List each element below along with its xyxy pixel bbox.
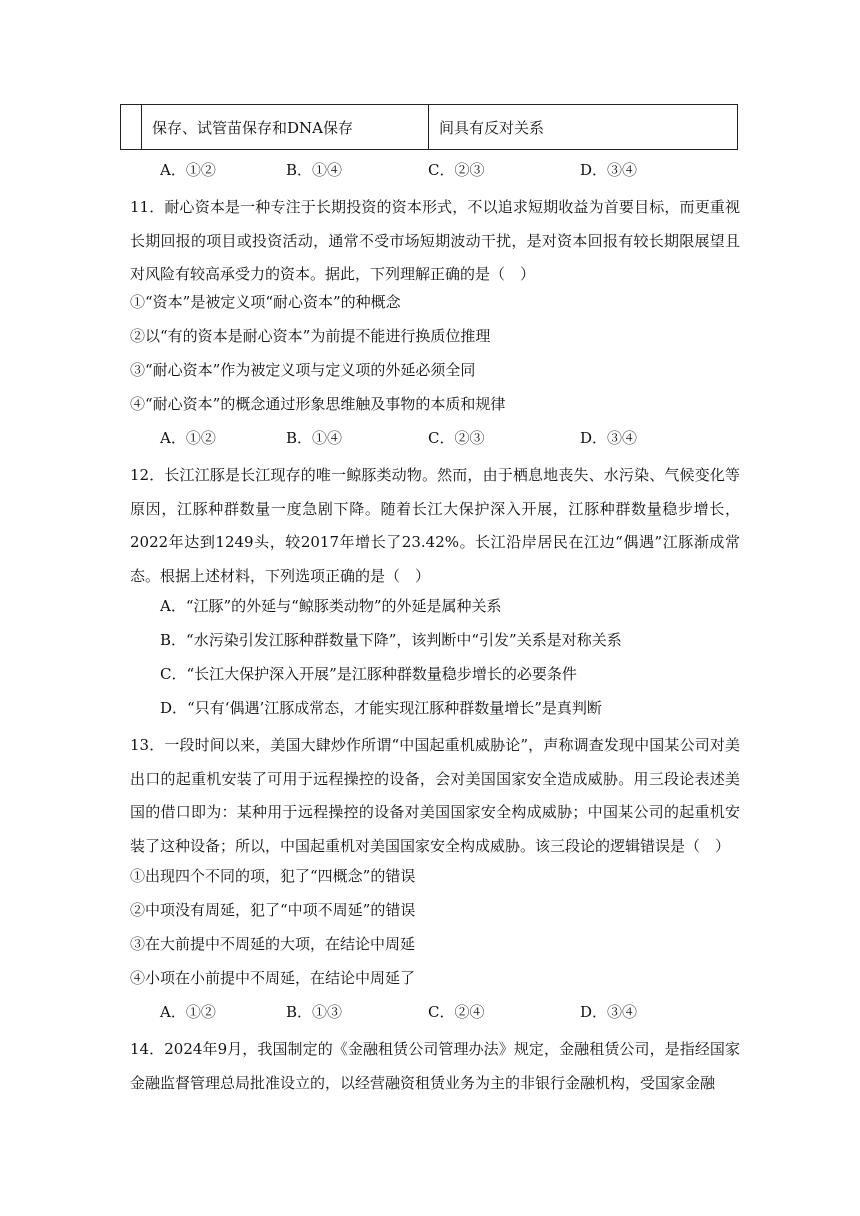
table-cell-right: 间具有反对关系 — [429, 105, 738, 150]
q10-option-d: D．③④ — [580, 161, 638, 179]
q12-option-a: A．“江豚”的外延与“鲸豚类动物”的外延是属种关系 — [160, 597, 502, 615]
q13-option-a: A．①② — [160, 1003, 216, 1021]
table-cell-left: 保存、试管苗保存和DNA保存 — [142, 105, 429, 150]
q11-stem: 11．耐心资本是一种专注于长期投资的资本形式，不以追求短期收益为首要目标，而更重视长期回报的项目或投资活动，通常不受市场短期波动干扰，是对资本回报有较长期限展望且对风险有较高承受力的资本。据此，下列理解正确的是（ ） — [130, 198, 740, 283]
q11-item-4: ④“耐心资本”的概念通过形象思维触及事物的本质和规律 — [130, 395, 506, 413]
q13-option-b: B．①③ — [286, 1003, 343, 1021]
q11-option-b: B．①④ — [286, 429, 343, 447]
q11-options — [160, 427, 760, 449]
q13-item-3: ③在大前提中不周延的大项，在结论中周延 — [130, 935, 416, 953]
q13-option-d: D．③④ — [580, 1003, 638, 1021]
q13-stem: 13．一段时间以来，美国大肆炒作所谓“中国起重机威胁论”，声称调查发现中国某公司对美出口的起重机安装了可用于远程操控的设备，会对美国国家安全造成威胁。用三段论表述美国的借口即为：某种用于远程操控的设备对美国国家安全构成威胁；中国某公司的起重机安装了这种设备；所以，中国起重机对美国国家安全构成威胁。该三段论的逻辑错误是（ ） — [130, 736, 740, 855]
q10-options — [160, 159, 760, 181]
q10-option-c: C．②③ — [428, 161, 485, 179]
q13-item-4: ④小项在小前提中不周延，在结论中周延了 — [130, 969, 416, 987]
q10-option-a: A．①② — [160, 161, 216, 179]
q10-option-b: B．①④ — [286, 161, 343, 179]
q13-item-1: ①出现四个不同的项，犯了“四概念”的错误 — [130, 867, 416, 885]
q11-option-d: D．③④ — [580, 429, 638, 447]
q11-item-1: ①“资本”是被定义项“耐心资本”的种概念 — [130, 293, 401, 311]
q12-option-c: C．“长江大保护深入开展”是江豚种群数量稳步增长的必要条件 — [160, 665, 577, 683]
q13-option-c: C．②④ — [428, 1003, 485, 1021]
q11-item-2: ②以“有的资本是耐心资本”为前提不能进行换质位推理 — [130, 327, 491, 345]
q11-option-c: C．②③ — [428, 429, 485, 447]
q13-item-2: ②中项没有周延，犯了“中项不周延”的错误 — [130, 901, 416, 919]
table-cell-index — [121, 105, 142, 150]
q11-item-3: ③“耐心资本”作为被定义项与定义项的外延必须全同 — [130, 361, 476, 379]
table-row — [121, 105, 738, 150]
answer-table-fragment — [120, 104, 738, 150]
q12-option-b: B．“水污染引发江豚种群数量下降”，该判断中“引发”关系是对称关系 — [160, 631, 622, 649]
q14-stem: 14．2024年9月，我国制定的《金融租赁公司管理办法》规定，金融租赁公司，是指经国家金融监督管理总局批准设立的，以经营融资租赁业务为主的非银行金融机构，受国家金融 — [130, 1040, 740, 1092]
q12-option-d: D．“只有‘偶遇’江豚成常态，才能实现江豚种群数量增长”是真判断 — [160, 699, 602, 717]
q12-stem: 12．长江江豚是长江现存的唯一鲸豚类动物。然而，由于栖息地丧失、水污染、气候变化等原因，江豚种群数量一度急剧下降。随着长江大保护深入开展，江豚种群数量稳步增长，2022年达到1249头，较2017年增长了23.42%。长江沿岸居民在江边“偶遇”江豚渐成常态。根据上述材料，下列选项正确的是（ ） — [130, 466, 740, 585]
q11-option-a: A．①② — [160, 429, 216, 447]
q13-options — [160, 1001, 760, 1023]
